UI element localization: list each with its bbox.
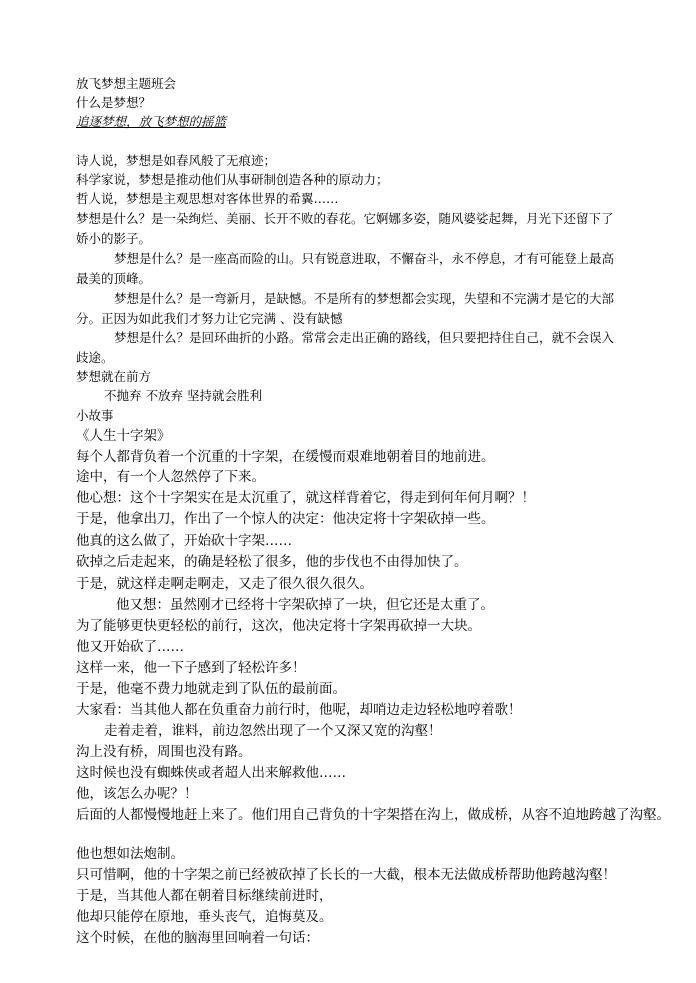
story-title: 《人生十字架》 bbox=[76, 428, 171, 444]
subtitle: 追逐梦想，放飞梦想的摇篮 bbox=[76, 114, 227, 129]
dream-mountain-line-1: 梦想是什么？是一座高而险的山。只有锐意进取，不懈奋斗，永不停息，才有可能登上最高 bbox=[114, 251, 615, 266]
story-line: 他却只能停在原地，垂头丧气，追悔莫及。 bbox=[76, 909, 333, 925]
story-line: 这样一来，他一下子感到了轻松许多！ bbox=[76, 660, 306, 676]
intro-line-philosopher: 哲人说，梦想是主观思想对客体世界的希翼…… bbox=[76, 191, 339, 206]
dream-flower-line-1: 梦想是什么？是一朵绚烂、美丽、长开不败的春花。它婀娜多姿，随风婆娑起舞，月光下还留下了 bbox=[76, 211, 614, 226]
story-line: 这个时候，在他的脑海里回响着一句话： bbox=[76, 930, 319, 946]
story-line: 他又想：虽然刚才已经将十字架砍掉了一块，但它还是太重了。 bbox=[116, 597, 494, 613]
document-title: 放飞梦想主题班会 bbox=[76, 76, 177, 91]
dream-moon-line-1: 梦想是什么？是一弯新月，是缺憾。不是所有的梦想都会实现，失望和不完满才是它的大部 bbox=[114, 291, 615, 306]
story-line: 于是，他毫不费力地就走到了队伍的最前面。 bbox=[76, 681, 346, 697]
intro-line-scientist: 科学家说，梦想是推动他们从事研制创造各种的原动力； bbox=[76, 172, 389, 187]
story-line: 于是，当其他人都在朝着目标继续前进时， bbox=[76, 888, 333, 904]
story-line: 走着走着，谁料，前边忽然出现了一个又深又宽的沟壑！ bbox=[104, 723, 442, 739]
story-line: 他心想：这个十字架实在是太沉重了，就这样背着它，得走到何年何月啊？！ bbox=[76, 490, 535, 506]
front-line: 梦想就在前方 bbox=[76, 369, 152, 384]
story-line: 每个人都背负着一个沉重的十字架，在缓慢而艰难地朝着目的地前进。 bbox=[76, 449, 495, 465]
dream-mountain-line-2: 最美的顶峰。 bbox=[76, 271, 152, 286]
story-line: 于是，他拿出刀，作出了一个惊人的决定：他决定将十字架砍掉一些。 bbox=[76, 511, 495, 527]
story-line: 他也想如法炮制。 bbox=[76, 846, 184, 862]
story-line: 后面的人都慢慢地赶上来了。他们用自己背负的十字架搭在沟上，做成桥，从容不迫地跨越了沟壑。 bbox=[76, 807, 670, 823]
story-line: 他，该怎么办呢？！ bbox=[76, 786, 198, 802]
story-line: 于是，就这样走啊走啊走，又走了很久很久很久。 bbox=[76, 576, 373, 592]
dream-road-line-2: 歧途。 bbox=[76, 350, 114, 365]
story-line: 砍掉之后走起来，的确是轻松了很多，他的步伐也不由得加快了。 bbox=[76, 554, 468, 570]
story-line: 他又开始砍了…… bbox=[76, 639, 184, 655]
dream-flower-line-2: 娇小的影子。 bbox=[76, 231, 152, 246]
motto: 不抛弃 不放弃 坚持就会胜利 bbox=[104, 388, 262, 403]
story-line: 为了能够更快更轻松的前行，这次，他决定将十字架再砍掉一大块。 bbox=[76, 618, 481, 634]
intro-line-poet: 诗人说，梦想是如春风般了无痕迹； bbox=[76, 153, 277, 168]
story-heading: 小故事 bbox=[76, 408, 114, 423]
story-line: 他真的这么做了，开始砍十字架…… bbox=[76, 533, 292, 549]
story-line: 大家看：当其他人都在负重奋力前行时，他呢，却哨边走边轻松地哼着歌！ bbox=[76, 702, 522, 718]
question-heading: 什么是梦想？ bbox=[76, 95, 152, 110]
story-line: 途中，有一个人忽然停了下来。 bbox=[76, 469, 265, 485]
dream-moon-line-2: 分。正因为如此我们才努力让它完满 、没有缺憾 bbox=[76, 311, 343, 326]
story-line: 这时候也没有蜘蛛侠或者超人出来解救他…… bbox=[76, 765, 346, 781]
story-line: 只可惜啊，他的十字架之前已经被砍掉了长长的一大截，根本无法做成桥帮助他跨越沟壑！ bbox=[76, 867, 616, 883]
dream-road-line-1: 梦想是什么？是回环曲折的小路。常常会走出正确的路线，但只要把持住自己，就不会误入 bbox=[114, 330, 615, 345]
story-line: 沟上没有桥，周围也没有路。 bbox=[76, 744, 252, 760]
